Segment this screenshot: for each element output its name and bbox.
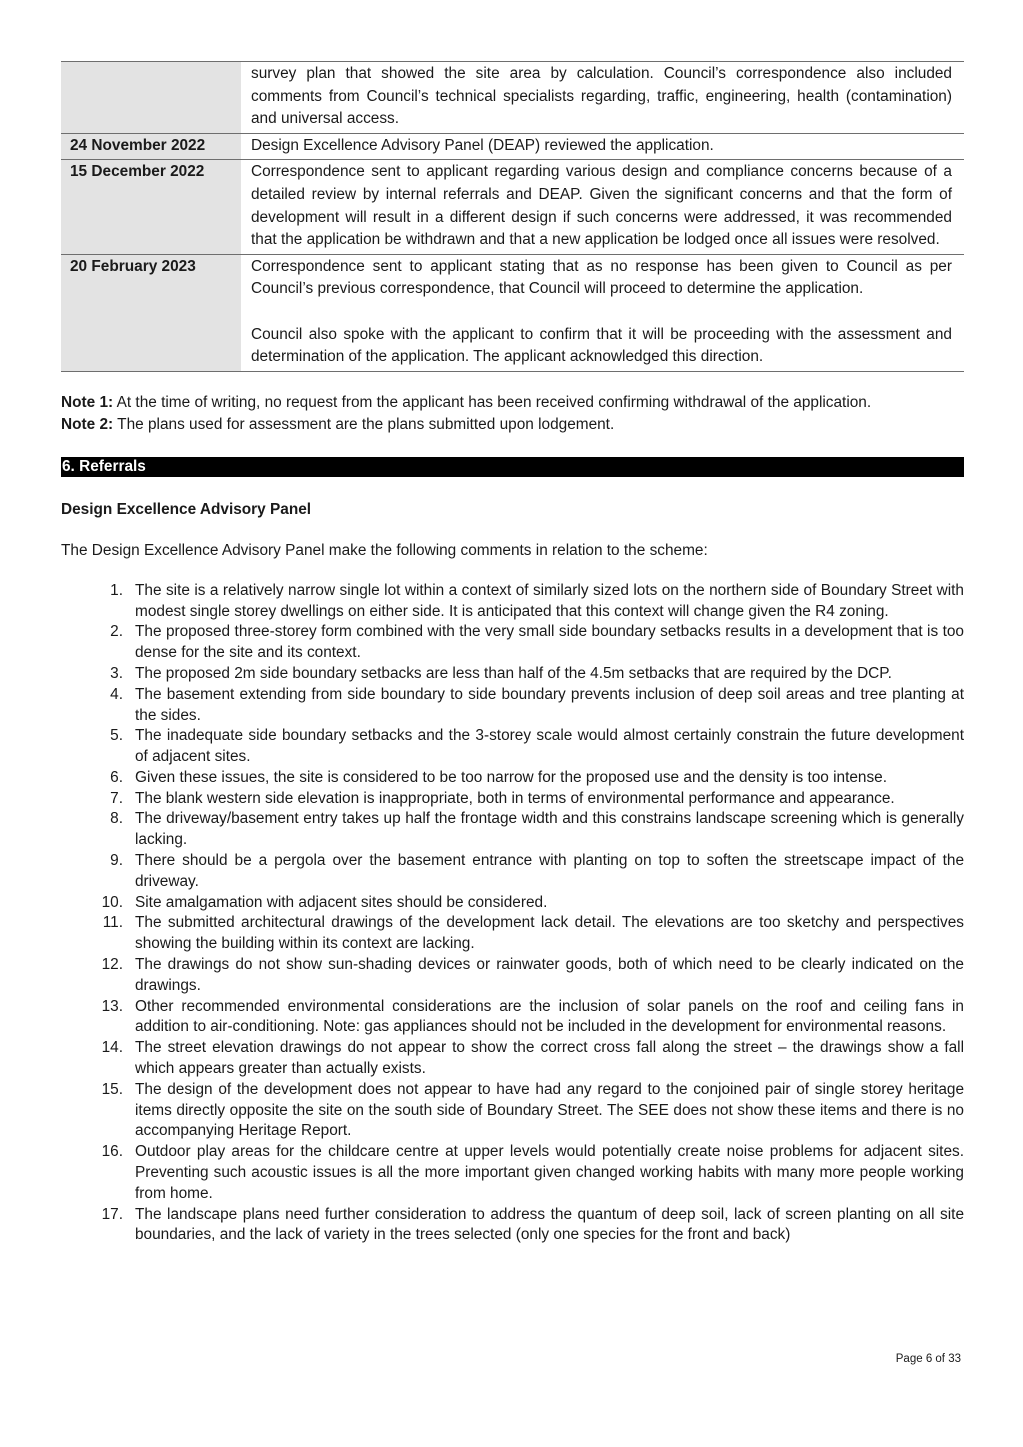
list-text: Other recommended environmental considerations are the inclusion of solar panels on the roof and ceiling fans in addition to air-conditioning. Note: gas appliances should not be included in the development for environmental reasons. — [135, 997, 964, 1036]
list-item — [61, 622, 964, 664]
list-number: 17. — [101, 1205, 123, 1223]
note-text: At the time of writing, no request from the applicant has been received confirming withdrawal of the application. — [113, 393, 872, 411]
list-text: Site amalgamation with adjacent sites should be considered. — [135, 893, 548, 911]
chronology-paragraph: Correspondence sent to applicant stating that as no response has been given to Council as per Council’s previous correspondence, that Council will proceed to determine the application. — [251, 257, 952, 298]
subheading: Design Excellence Advisory Panel — [61, 500, 312, 518]
list-text: The drawings do not show sun-shading devices or rainwater goods, both of which need to be clearly indicated on the drawings. — [135, 956, 964, 994]
notes-block — [61, 392, 964, 436]
chronology-date — [61, 62, 241, 134]
list-item — [61, 726, 964, 768]
list-item — [61, 1038, 964, 1080]
note — [61, 392, 964, 414]
list-text: The driveway/basement entry takes up half the frontage width and this constrains landscape screening which is generally lacking. — [135, 810, 964, 849]
chronology-description — [241, 160, 964, 254]
list-text: The proposed 2m side boundary setbacks are less than half of the 4.5m setbacks that are required by the DCP. — [135, 664, 892, 682]
list-item — [61, 685, 964, 727]
list-number: 12. — [101, 956, 123, 974]
list-item — [61, 768, 964, 789]
list-number: 5. — [110, 727, 123, 745]
chronology-description — [241, 254, 964, 371]
intro-paragraph: The Design Excellence Advisory Panel make the following comments in relation to the scheme: — [61, 541, 708, 559]
chronology-date: 24 November 2022 — [61, 133, 241, 160]
section-heading: 6. Referrals — [61, 457, 964, 477]
chronology-paragraph: Correspondence sent to applicant regarding various design and compliance concerns because of a detailed review by internal referrals and DEAP. Given the significant concerns and that the form of development will result in a different design if such concerns were addressed, it was recommended that the application be withdrawn and that a new application be lodged once all issues were resolved. — [251, 163, 952, 249]
list-number: 2. — [110, 623, 123, 641]
chronology-description — [241, 62, 964, 134]
note — [61, 414, 964, 436]
list-item — [61, 1205, 964, 1247]
note-text: The plans used for assessment are the plans submitted upon lodgement. — [113, 415, 615, 433]
chronology-paragraph: Design Excellence Advisory Panel (DEAP) reviewed the application. — [251, 136, 714, 154]
list-number: 4. — [110, 685, 123, 703]
list-item — [61, 997, 964, 1039]
list-text: Outdoor play areas for the childcare centre at upper levels would potentially create noise problems for adjacent sites. Preventing such acoustic issues is all the more important given changed working habits with many more people working from home. — [135, 1143, 964, 1202]
list-number: 14. — [101, 1039, 123, 1057]
list-text: The proposed three-storey form combined with the very small side boundary setbacks results in a development that is too dense for the site and its context. — [135, 623, 964, 662]
chronology-table — [61, 61, 964, 372]
list-text: The inadequate side boundary setbacks and the 3-storey scale would almost certainly constrain the future development of adjacent sites. — [135, 727, 964, 766]
list-number: 8. — [110, 810, 123, 828]
page-number: Page 6 of 33 — [895, 1353, 961, 1365]
chronology-row — [61, 62, 964, 134]
document-page — [61, 61, 964, 1246]
chronology-row — [61, 160, 964, 254]
list-item — [61, 581, 964, 623]
list-number: 16. — [101, 1143, 123, 1161]
chronology-date: 20 February 2023 — [61, 254, 241, 371]
list-item — [61, 913, 964, 955]
list-number: 7. — [110, 789, 123, 807]
chronology-description — [241, 133, 964, 160]
list-text: The design of the development does not appear to have had any regard to the conjoined pair of single storey heritage items directly opposite the site on the south side of Boundary Street. The SEE does not show these items and there is no accompanying Heritage Report. — [135, 1080, 964, 1140]
list-text: The submitted architectural drawings of the development lack detail. The elevations are too sketchy and perspectives showing the building within its context are lacking. — [135, 914, 964, 953]
list-item — [61, 1142, 964, 1204]
list-text: Given these issues, the site is considered to be too narrow for the proposed use and the density is too intense. — [135, 768, 888, 786]
list-item — [61, 809, 964, 851]
list-item — [61, 893, 964, 914]
list-text: The site is a relatively narrow single lot within a context of similarly sized lots on the northern side of Boundary Street with modest single storey dwellings on either side. It is anticipated that this context will change given the R4 zoning. — [135, 581, 964, 620]
list-item — [61, 664, 964, 685]
chronology-row — [61, 133, 964, 160]
list-text: The basement extending from side boundary to side boundary prevents inclusion of deep soil areas and tree planting at the sides. — [135, 685, 964, 724]
chronology-paragraph: survey plan that showed the site area by calculation. Council’s correspondence also included comments from Council’s technical specialists regarding, traffic, engineering, health (contamination) and universal access. — [251, 65, 952, 128]
list-item — [61, 851, 964, 893]
list-item — [61, 1080, 964, 1142]
note-label: Note 2: — [61, 415, 114, 433]
list-number: 6. — [110, 768, 123, 786]
list-number: 13. — [101, 997, 123, 1015]
list-number: 15. — [101, 1080, 123, 1098]
list-text: There should be a pergola over the basement entrance with planting on top to soften the streetscape impact of the driveway. — [135, 852, 964, 890]
list-text: The landscape plans need further consideration to address the quantum of deep soil, lack of screen planting on all site boundaries, and the lack of variety in the trees selected (only one species for the front and back) — [135, 1205, 964, 1244]
note-label: Note 1: — [61, 393, 114, 411]
chronology-date: 15 December 2022 — [61, 160, 241, 254]
list-number: 3. — [110, 664, 123, 682]
list-number: 11. — [102, 914, 123, 932]
list-number: 10. — [101, 893, 123, 911]
list-text: The street elevation drawings do not appear to show the correct cross fall along the street – the drawings show a fall which appears greater than actually exists. — [135, 1039, 964, 1078]
comments-list — [61, 581, 964, 1247]
list-item — [61, 789, 964, 810]
list-item — [61, 955, 964, 997]
list-number: 1. — [110, 581, 123, 599]
list-number: 9. — [110, 852, 123, 870]
list-text: The blank western side elevation is inappropriate, both in terms of environmental performance and appearance. — [135, 789, 895, 807]
chronology-row — [61, 254, 964, 371]
chronology-paragraph: Council also spoke with the applicant to confirm that it will be proceeding with the assessment and determination of the application. The applicant acknowledged this direction. — [251, 325, 952, 366]
